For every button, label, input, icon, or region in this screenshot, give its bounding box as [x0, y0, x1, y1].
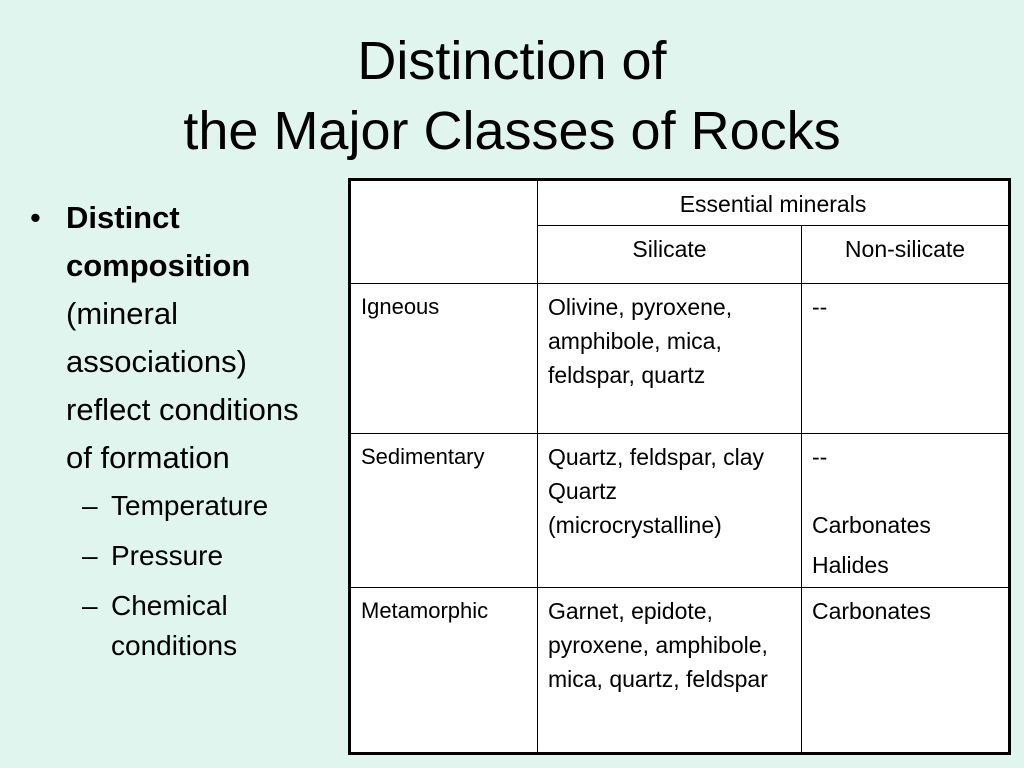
- cell-spacer: [812, 474, 998, 508]
- table-row: [350, 284, 1010, 434]
- metamorphic-silicate: [538, 588, 802, 754]
- igneous-silicate: [538, 284, 802, 434]
- row-label-metamorphic: Metamorphic: [350, 588, 538, 754]
- sedimentary-nonsilicate: [802, 434, 1010, 588]
- row-label-igneous: Igneous: [350, 284, 538, 434]
- cell-line: --: [812, 294, 828, 320]
- main-bullet-text: (mineral associations) reflect conditions of formation: [66, 296, 299, 475]
- main-bullet: [30, 194, 330, 482]
- table-header-row: [350, 180, 1010, 226]
- cell-line: Garnet, epidote, pyroxene, amphibole, mica, quartz, feldspar: [548, 598, 768, 692]
- title-line-1: Distinction of: [357, 31, 667, 91]
- sub-bullet-text: Pressure: [111, 540, 224, 571]
- cell-line: Quartz, feldspar, clay: [548, 444, 765, 470]
- slide-title: [0, 26, 1024, 166]
- sub-bullet-text: Chemical conditions: [111, 590, 238, 661]
- igneous-nonsilicate: [802, 284, 1010, 434]
- main-bullet-bold: Distinct composition: [66, 200, 251, 283]
- cell-line: Halides: [812, 552, 889, 578]
- dash-icon: –: [82, 540, 98, 571]
- rock-classes-table: [348, 178, 1011, 755]
- bullet-list: [30, 194, 330, 676]
- cell-line: Carbonates: [812, 512, 931, 538]
- nonsilicate-header: Non-silicate: [802, 226, 1010, 284]
- bullet-dot-icon: •: [30, 200, 41, 235]
- sub-bullet-text: Temperature: [111, 490, 269, 521]
- cell-line: Quartz (microcrystalline): [548, 478, 722, 538]
- row-label-sedimentary: Sedimentary: [350, 434, 538, 588]
- table-corner-cell: [350, 180, 538, 284]
- table-row: [350, 588, 1010, 754]
- cell-line: Olivine, pyroxene, amphibole, mica, feldspar, quartz: [548, 294, 733, 388]
- cell-line: Carbonates: [812, 598, 931, 624]
- sub-bullet-list: [30, 486, 330, 666]
- table-row: [350, 434, 1010, 588]
- sub-bullet-item: [30, 536, 330, 576]
- dash-icon: –: [82, 590, 98, 621]
- cell-line: --: [812, 444, 828, 470]
- title-line-2: the Major Classes of Rocks: [183, 101, 841, 161]
- sub-bullet-item: [30, 486, 330, 526]
- sub-bullet-item: [30, 586, 281, 666]
- essential-minerals-header: Essential minerals: [538, 180, 1010, 226]
- silicate-header: Silicate: [538, 226, 802, 284]
- sedimentary-silicate: [538, 434, 802, 588]
- dash-icon: –: [82, 490, 98, 521]
- metamorphic-nonsilicate: [802, 588, 1010, 754]
